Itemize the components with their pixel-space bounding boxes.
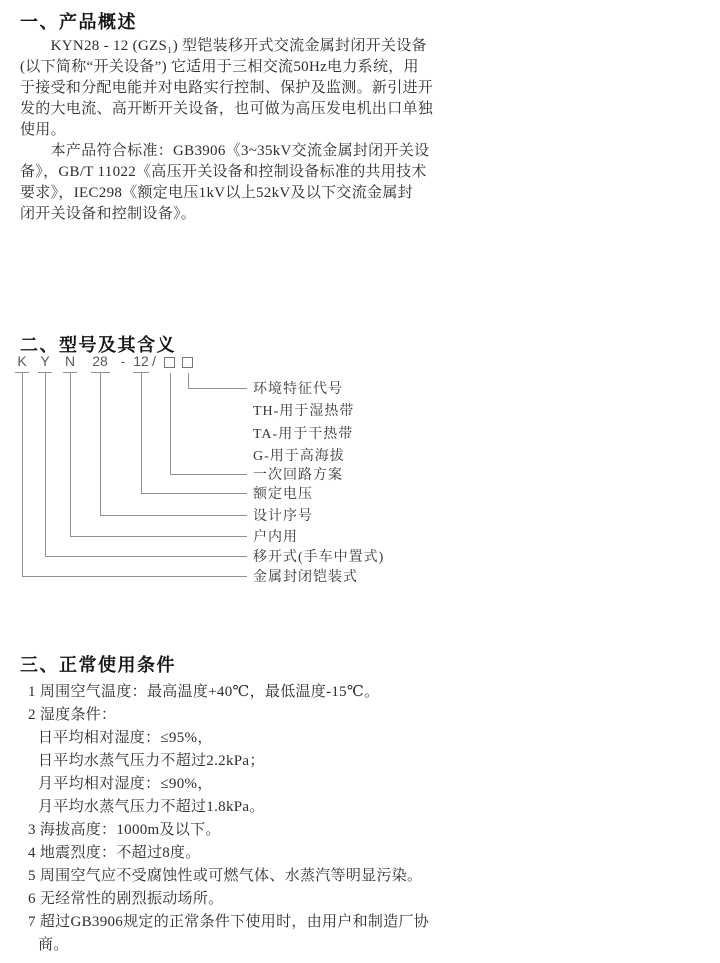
model-token-dash: - xyxy=(120,353,126,369)
diagram-label-metal-clad: 金属封闭铠装式 xyxy=(253,570,358,585)
condition-item: 5 周围空气应不受腐蚀性或可燃气体、水蒸汽等明显污染。 xyxy=(28,868,423,884)
model-token-12: 12 xyxy=(133,353,149,369)
condition-item: 3 海拔高度：1000m及以下。 xyxy=(28,822,221,838)
section-conditions-heading: 三、正常使用条件 xyxy=(20,655,176,675)
diagram-label-primary-circuit: 一次回路方案 xyxy=(253,468,343,483)
model-token-y: Y xyxy=(40,353,50,369)
overview-line: 发的大电流、高开断开关设备，也可做为高压发电机出口单独 xyxy=(20,101,434,117)
diagram-label-rated-voltage: 额定电压 xyxy=(253,487,313,502)
overview-line: 备》，GB/T 11022《高压开关设备和控制设备标准的共用技术 xyxy=(20,164,427,180)
condition-item: 2 湿度条件： xyxy=(28,707,117,723)
model-token-slash: / xyxy=(152,353,156,369)
diagram-label-g: G-用于高海拔 xyxy=(253,449,345,464)
overview-line: 于接受和分配电能并对电路实行控制、保护及监测。新引进开 xyxy=(20,80,434,96)
overview-line: (以下简称“开关设备”) 它适用于三相交流50Hz电力系统，用 xyxy=(20,59,419,75)
overview-paragraph xyxy=(20,36,434,225)
condition-item: 4 地震烈度：不超过8度。 xyxy=(28,845,201,861)
section-overview-heading: 一、产品概述 xyxy=(20,12,137,32)
connector-metal-clad xyxy=(22,373,247,577)
model-placeholder-box-2 xyxy=(182,357,193,368)
overview-line: 使用。 xyxy=(20,122,66,138)
diagram-label-withdrawable: 移开式(手车中置式) xyxy=(253,550,385,565)
diagram-label-indoor: 户内用 xyxy=(253,530,298,545)
condition-subitem: 日平均相对湿度：≤95%， xyxy=(38,730,213,746)
model-placeholder-box-1 xyxy=(164,357,175,368)
diagram-label-env: 环境特征代号 xyxy=(253,382,343,397)
condition-subitem: 日平均水蒸气压力不超过2.2kPa； xyxy=(38,753,265,769)
condition-item: 1 周围空气温度：最高温度+40℃，最低温度-15℃。 xyxy=(28,684,380,700)
condition-item-continuation: 商。 xyxy=(38,937,69,953)
conditions-list xyxy=(28,681,448,957)
condition-subitem: 月平均水蒸气压力不超过1.8kPa。 xyxy=(38,799,265,815)
model-token-k: K xyxy=(17,353,27,369)
condition-item: 6 无经常性的剧烈振动场所。 xyxy=(28,891,224,907)
diagram-label-design-serial: 设计序号 xyxy=(253,509,313,524)
overview-line: 闭开关设备和控制设备》。 xyxy=(20,206,197,222)
model-token-n: N xyxy=(64,353,76,369)
overview-line: 本产品符合标准：GB3906《3~35kV交流金属封闭开关设 xyxy=(20,143,430,159)
model-token-28: 28 xyxy=(92,353,108,369)
diagram-label-th: TH-用于湿热带 xyxy=(253,404,355,419)
overview-line: 要求》，IEC298《额定电压1kV以上52kV及以下交流金属封 xyxy=(20,185,413,201)
condition-subitem: 月平均相对湿度：≤90%， xyxy=(38,776,213,792)
condition-item: 7 超过GB3906规定的正常条件下使用时，由用户和制造厂协 xyxy=(28,914,430,930)
diagram-label-ta: TA-用于干热带 xyxy=(253,427,354,442)
overview-line: KYN28 - 12 (GZS₁) 型铠装移开式交流金属封闭开关设备 xyxy=(20,38,427,54)
section-model-heading: 二、型号及其含义 xyxy=(20,335,176,355)
